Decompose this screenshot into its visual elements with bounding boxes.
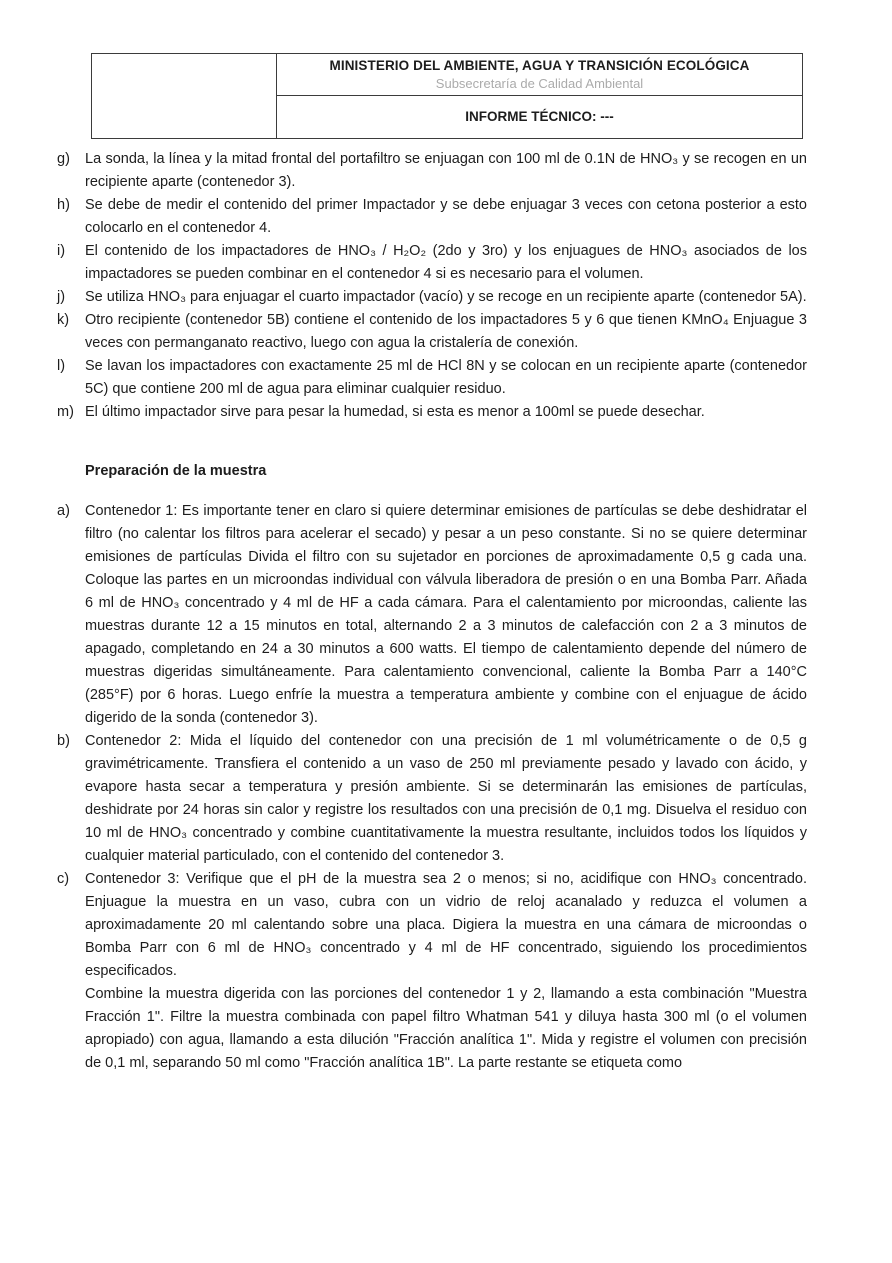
sample-prep-item-a	[57, 500, 807, 730]
item-text: El último impactador sirve para pesar la humedad, si esta es menor a 100ml se puede desechar.	[85, 404, 705, 420]
item-marker: l)	[57, 358, 66, 374]
paragraph: Combine la muestra digerida con las porciones del contenedor 1 y 2, llamando a esta combinación "Muestra Fracción 1". Filtre la muestra combinada con papel filtro Whatman 541 y diluya hasta 300 ml (o el volumen apropiado) con agua, llamando a esta dilución "Fracción analítica 1". Mida y registre el volumen con precisión de 0,1 ml, separando 50 ml como "Fracción analítica 1B". La parte restante se etiqueta como	[85, 986, 807, 1071]
sample-prep-item-b	[57, 730, 807, 868]
sample-prep-item-c	[57, 868, 807, 1075]
item-text	[85, 730, 807, 868]
procedure-item-k	[57, 309, 807, 355]
report-cell	[277, 96, 803, 139]
procedure-item-i	[57, 240, 807, 286]
item-marker: b)	[57, 733, 70, 749]
item-text: La sonda, la línea y la mitad frontal del portafiltro se enjuagan con 100 ml de 0.1N de HNO₃ y se recogen en un recipiente aparte (contenedor 3).	[85, 151, 807, 190]
procedure-item-m	[57, 401, 807, 424]
procedure-item-j	[57, 286, 807, 309]
item-marker: g)	[57, 151, 70, 167]
item-marker: k)	[57, 312, 70, 328]
procedure-item-h	[57, 194, 807, 240]
paragraph: Contenedor 1: Es importante tener en claro si quiere determinar emisiones de partículas se debe deshidratar el filtro (no calentar los filtros para acelerar el secado) y pesar a un peso constante. Si no se quiere determinar emisiones de partículas Divida el filtro con su sujetador en porciones de aproximadamente 0,5 g cada una. Coloque las partes en un microondas individual con válvula liberadora de presión o en una Bomba Parr. Añada 6 ml de HNO₃ concentrado y 4 ml de HF a cada cámara. Para el calentamiento por microondas, caliente las muestras durante 12 a 15 minutos en total, alternando 2 a 3 minutos de calefacción con 2 a 3 minutos de apagado, completando en 24 a 30 minutos a 600 watts. El tiempo de calentamiento depende del número de muestras digeridas simultáneamente. Para calentamiento convencional, caliente la Bomba Parr a 140°C (285°F) por 6 horas. Luego enfríe la muestra a temperatura ambiente y combine con el enjuague de ácido digerido de la sonda (contenedor 3).	[85, 503, 807, 726]
procedure-item-l	[57, 355, 807, 401]
header-table	[91, 53, 803, 139]
item-marker: a)	[57, 503, 70, 519]
item-text	[85, 500, 807, 730]
item-text: Otro recipiente (contenedor 5B) contiene el contenido de los impactadores 5 y 6 que tienen KMnO₄ Enjuague 3 veces con permanganato reactivo, luego con agua la cristalería de conexión.	[85, 312, 807, 351]
item-text: El contenido de los impactadores de HNO₃ / H₂O₂ (2do y 3ro) y los enjuagues de HNO₃ asociados de los impactadores se pueden combinar en el contenedor 4 si es necesario para el volumen.	[85, 243, 807, 282]
item-marker: m)	[57, 404, 74, 420]
item-text: Se utiliza HNO₃ para enjuagar el cuarto impactador (vacío) y se recoge en un recipiente aparte (contenedor 5A).	[85, 289, 807, 305]
procedure-item-g	[57, 148, 807, 194]
document-body	[57, 148, 807, 1075]
paragraph: Contenedor 2: Mida el líquido del contenedor con una precisión de 1 ml volumétricamente o de 0,5 g gravimétricamente. Transfiera el contenido a un vaso de 250 ml previamente pesado y lavado con ácido, y evapore hasta secar a temperatura y presión ambiente. Si se determinarán las emisiones de partículas, deshidrate por 24 horas sin calor y registre los resultados con una precisión de 0,1 mg. Disuelva el residuo con 10 ml de HNO₃ concentrado y combine cuantitativamente la muestra resultante, incluidos todos los líquidos y cualquier material particulado, con el contenido del contenedor 3.	[85, 733, 807, 864]
item-marker: i)	[57, 243, 66, 259]
ministry-title: MINISTERIO DEL AMBIENTE, AGUA Y TRANSICIÓN ECOLÓGICA	[329, 58, 750, 73]
item-text: Se lavan los impactadores con exactamente 25 ml de HCl 8N y se colocan en un recipiente aparte (contenedor 5C) que contiene 200 ml de agua para eliminar cualquier residuo.	[85, 358, 807, 397]
header-title-cell	[277, 54, 803, 96]
paragraph: Contenedor 3: Verifique que el pH de la muestra sea 2 o menos; si no, acidifique con HNO₃ concentrado. Enjuague la muestra en un vaso, cubra con un vidrio de reloj acanalado y reduzca el volumen a aproximadamente 20 ml calentando sobre una placa. Digiera la muestra en una cámara de microondas o Bomba Parr con 6 ml de HNO₃ concentrado y 4 ml de HF concentrado, siguiendo los procedimientos especificados.	[85, 871, 807, 979]
item-marker: j)	[57, 289, 66, 305]
subsecretaria-subtitle: Subsecretaría de Calidad Ambiental	[435, 76, 644, 91]
item-marker: c)	[57, 871, 70, 887]
item-text: Se debe de medir el contenido del primer Impactador y se debe enjuagar 3 veces con cetona posterior a esto colocarlo en el contenedor 4.	[85, 197, 807, 236]
logo-placeholder	[92, 54, 277, 139]
report-label: INFORME TÉCNICO: ---	[465, 109, 614, 124]
section-heading: Preparación de la muestra	[85, 463, 267, 479]
item-marker: h)	[57, 197, 70, 213]
item-text	[85, 868, 807, 1075]
